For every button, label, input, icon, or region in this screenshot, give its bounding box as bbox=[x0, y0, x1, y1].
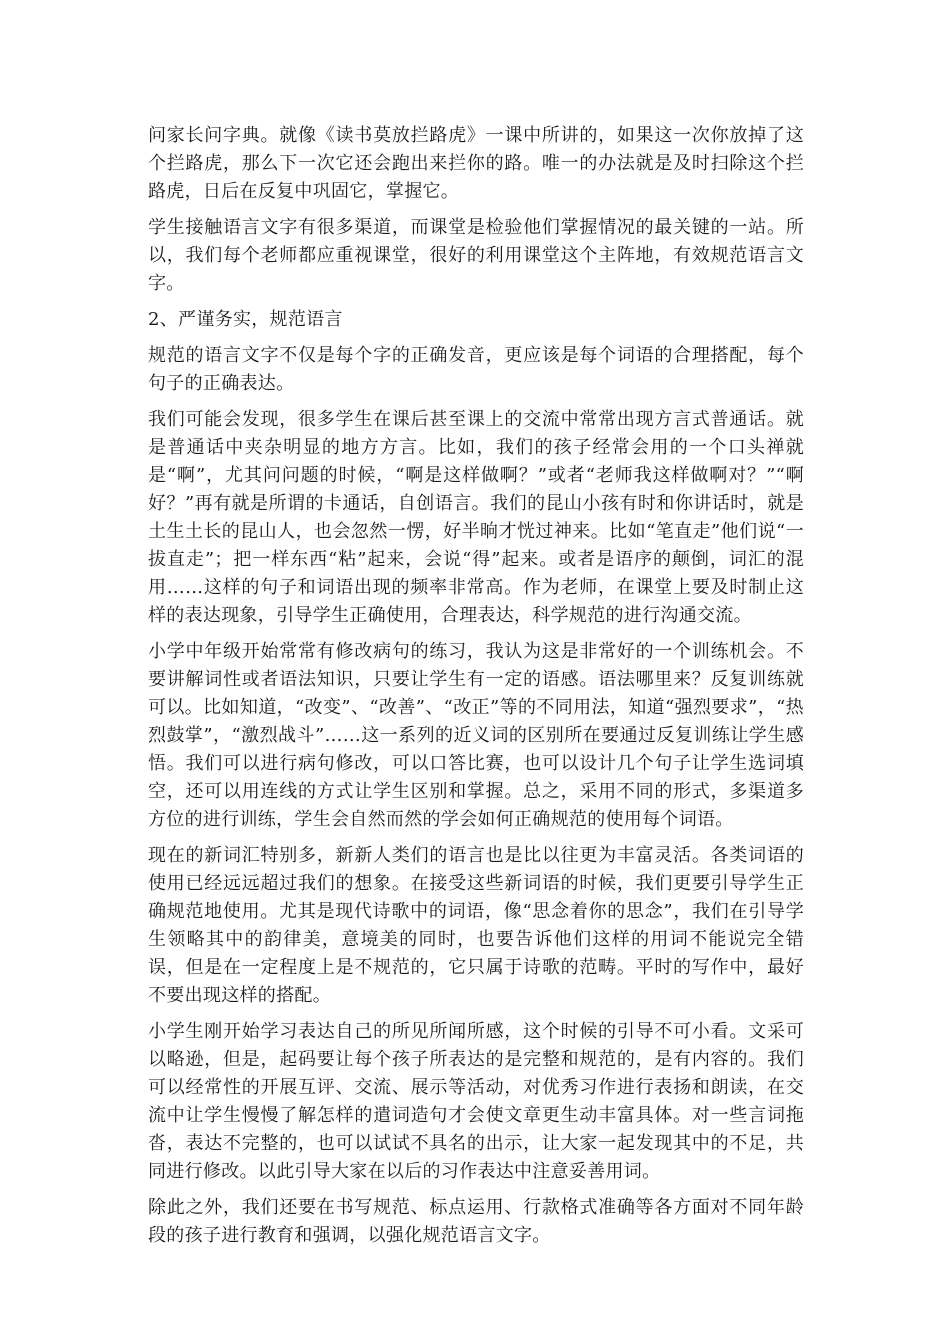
paragraph-new-words: 现在的新词汇特别多，新新人类们的语言也是比以往更为丰富灵活。各类词语的使用已经远远超过我们的想象。在接受这些新词语的时候，我们更要引导学生正确规范地使用。尤其是现代诗歌中的词语，像“思念着你的思念”，我们在引导学生领略其中的韵律美，意境美的同时，也要告诉他们这样的用词不能说完全错误，但是在一定程度上是不规范的，它只属于诗歌的范畴。平时的写作中，最好不要出现这样的搭配。 bbox=[148, 845, 804, 1006]
document-page bbox=[148, 122, 804, 1258]
paragraph-dictionary: 问家长问字典。就像《读书莫放拦路虎》一课中所讲的，如果这一次你放掉了这个拦路虎，那么下一次它还会跑出来拦你的路。唯一的办法就是及时扫除这个拦路虎，日后在反复中巩固它，掌握它。 bbox=[148, 125, 804, 202]
paragraph-sentence-correction: 小学中年级开始常常有修改病句的练习，我认为这是非常好的一个训练机会。不要讲解词性或者语法知识，只要让学生有一定的语感。语法哪里来？反复训练就可以。比如知道，“改变”、“改善”、“改正”等的不同用法，知道“强烈要求”，“热烈鼓掌”，“激烈战斗”……这一系列的近义词的区别所在要通过反复训练让学生感悟。我们可以进行病句修改，可以口答比赛，也可以设计几个句子让学生选词填空，还可以用连线的方式让学生区别和掌握。总之，采用不同的形式，多渠道多方位的进行训练，学生会自然而然的学会如何正确规范的使用每个词语。 bbox=[148, 641, 804, 830]
paragraph-expression: 小学生刚开始学习表达自己的所见所闻所感，这个时候的引导不可小看。文采可以略逊，但是，起码要让每个孩子所表达的是完整和规范的，是有内容的。我们可以经常性的开展互评、交流、展示等活动，对优秀习作进行表扬和朗读，在交流中让学生慢慢了解怎样的遣词造句才会使文章更生动丰富具体。对一些言词拖沓，表达不完整的，也可以试试不具名的出示，让大家一起发现其中的不足，共同进行修改。以此引导大家在以后的习作表达中注意妥善用词。 bbox=[148, 1021, 804, 1182]
paragraph-standard-language: 规范的语言文字不仅是每个字的正确发音，更应该是每个词语的合理搭配，每个句子的正确表达。 bbox=[148, 345, 804, 394]
paragraph-conclusion: 除此之外，我们还要在书写规范、标点运用、行款格式准确等各方面对不同年龄段的孩子进行教育和强调，以强化规范语言文字。 bbox=[148, 1197, 804, 1246]
paragraph-dialect: 我们可能会发现，很多学生在课后甚至课上的交流中常常出现方言式普通话。就是普通话中夹杂明显的地方方言。比如，我们的孩子经常会用的一个口头禅就是“啊”，尤其问问题的时候，“啊是这样做啊？”或者“老师我这样做啊对？”“啊好？”再有就是所谓的卡通话，自创语言。我们的昆山小孩有时和你讲话时，就是土生土长的昆山人，也会忽然一愣，好半晌才恍过神来。比如“笔直走”他们说“一拔直走”；把一样东西“粘”起来，会说“得”起来。或者是语序的颠倒，词汇的混用……这样的句子和词语出现的频率非常高。作为老师，在课堂上要及时制止这样的表达现象，引导学生正确使用，合理表达，科学规范的进行沟通交流。 bbox=[148, 409, 804, 626]
paragraph-classroom: 学生接触语言文字有很多渠道，而课堂是检验他们掌握情况的最关键的一站。所以，我们每个老师都应重视课堂，很好的利用课堂这个主阵地，有效规范语言文字。 bbox=[148, 217, 804, 294]
section-heading: 2、严谨务实，规范语言 bbox=[148, 309, 343, 330]
